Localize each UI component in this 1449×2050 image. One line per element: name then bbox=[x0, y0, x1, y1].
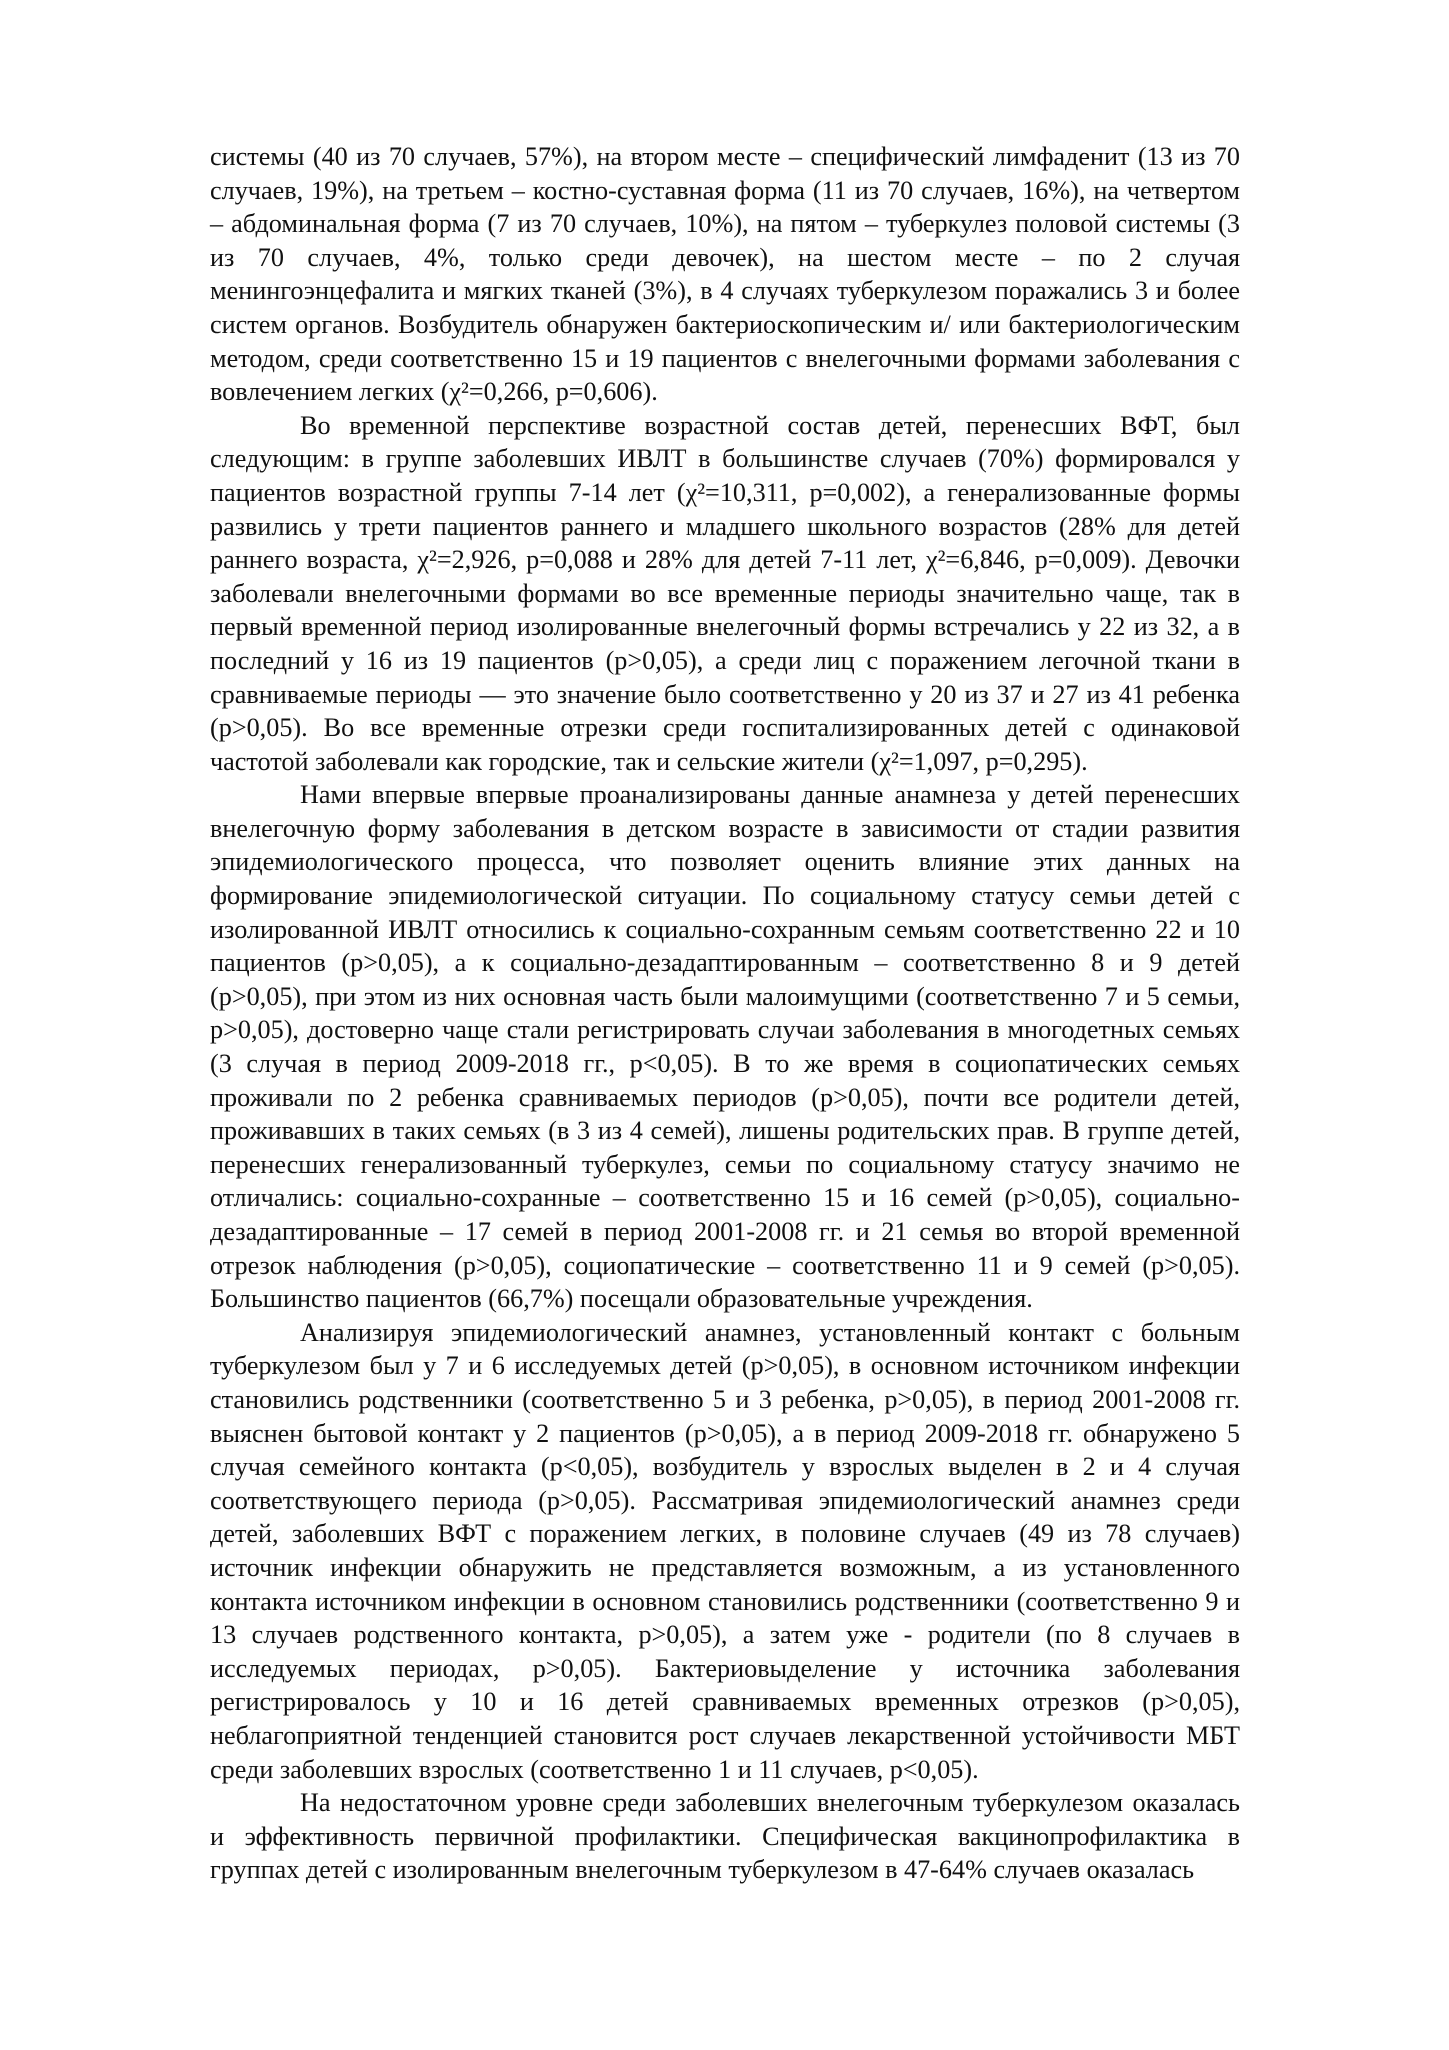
paragraph-social-status: Нами впервые впервые проанализированы данные анамнеза у детей перенесших внелегочную форму заболевания в детском возрасте в зависимости от стадии развития эпидемиологического процесса, что позволяет оценить влияние этих данных на формирование эпидемиологической ситуации. По социальному статусу семьи детей с изолированной ИВЛТ относились к социально-сохранным семьям соответственно 22 и 10 пациентов (р>0,05), а к социально-дезадаптированным – соответственно 8 и 9 детей (р>0,05), при этом из них основная часть были малоимущими (соответственно 7 и 5 семьи, р>0,05), достоверно чаще стали регистрировать случаи заболевания в многодетных семьях (3 случая в период 2009-2018 гг., р<0,05). В то же время в социопатических семьях проживали по 2 ребенка сравниваемых периодов (р>0,05), почти все родители детей, проживавших в таких семьях (в 3 из 4 семей), лишены родительских прав. В группе детей, перенесших генерализованный туберкулез, семьи по социальному статусу значимо не отличались: социально-сохранные – соответственно 15 и 16 семей (р>0,05), социально-дезадаптированные – 17 семей в период 2001-2008 гг. и 21 семья во второй временной отрезок наблюдения (р>0,05), социопатические – соответственно 11 и 9 семей (р>0,05). Большинство пациентов (66,7%) посещали образовательные учреждения. bbox=[210, 780, 1240, 1314]
paragraph-continuation: системы (40 из 70 случаев, 57%), на втором месте – специфический лимфаденит (13 из 70 случаев, 19%), на третьем – костно-суставная форма (11 из 70 случаев, 16%), на четвертом – абдоминальная форма (7 из 70 случаев, 10%), на пятом – туберкулез половой системы (3 из 70 случаев, 4%, только среди девочек), на шестом месте – по 2 случая менингоэнцефалита и мягких тканей (3%), в 4 случаях туберкулезом поражались 3 и более систем органов. Возбудитель обнаружен бактериоскопическим и/ или бактериологическим методом, среди соответственно 15 и 19 пациентов с внелегочными формами заболевания с вовлечением легких (χ²=0,266, р=0,606). bbox=[210, 142, 1240, 407]
paragraph-epidemiological-history: Анализируя эпидемиологический анамнез, установленный контакт с больным туберкулезом был у 7 и 6 исследуемых детей (р>0,05), в основном источником инфекции становились родственники (соответственно 5 и 3 ребенка, р>0,05), в период 2001-2008 гг. выяснен бытовой контакт у 2 пациентов (р>0,05), а в период 2009-2018 гг. обнаружено 5 случая семейного контакта (р<0,05), возбудитель у взрослых выделен в 2 и 4 случая соответствующего периода (р>0,05). Рассматривая эпидемиологический анамнез среди детей, заболевших ВФТ с поражением легких, в половине случаев (49 из 78 случаев) источник инфекции обнаружить не представляется возможным, а из установленного контакта источником инфекции в основном становились родственники (соответственно 9 и 13 случаев родственного контакта, р>0,05), а затем уже - родители (по 8 случаев в исследуемых периодах, р>0,05). Бактериовыделение у источника заболевания регистрировалось у 10 и 16 детей сравниваемых временных отрезков (р>0,05), неблагоприятной тенденцией становится рост случаев лекарственной устойчивости МБТ среди заболевших взрослых (соответственно 1 и 11 случаев, р<0,05). bbox=[210, 1317, 1240, 1784]
paragraph-prevention: На недостаточном уровне среди заболевших внелегочным туберкулезом оказалась и эффективность первичной профилактики. Специфическая вакцинопрофилактика в группах детей с изолированным внелегочным туберкулезом в 47-64% случаев оказалась bbox=[210, 1788, 1240, 1885]
document-page bbox=[210, 140, 1240, 1887]
paragraph-age-composition: Во временной перспективе возрастной состав детей, перенесших ВФТ, был следующим: в группе заболевших ИВЛТ в большинстве случаев (70%) формировался у пациентов возрастной группы 7-14 лет (χ²=10,311, р=0,002), а генерализованные формы развились у трети пациентов раннего и младшего школьного возрастов (28% для детей раннего возраста, χ²=2,926, р=0,088 и 28% для детей 7-11 лет, χ²=6,846, р=0,009). Девочки заболевали внелегочными формами во все временные периоды значительно чаще, так в первый временной период изолированные внелегочный формы встречались у 22 из 32, а в последний у 16 из 19 пациентов (р>0,05), а среди лиц с поражением легочной ткани в сравниваемые периоды — это значение было соответственно у 20 из 37 и 27 из 41 ребенка (р>0,05). Во все временные отрезки среди госпитализированных детей с одинаковой частотой заболевали как городские, так и сельские жители (χ²=1,097, р=0,295). bbox=[210, 410, 1240, 776]
